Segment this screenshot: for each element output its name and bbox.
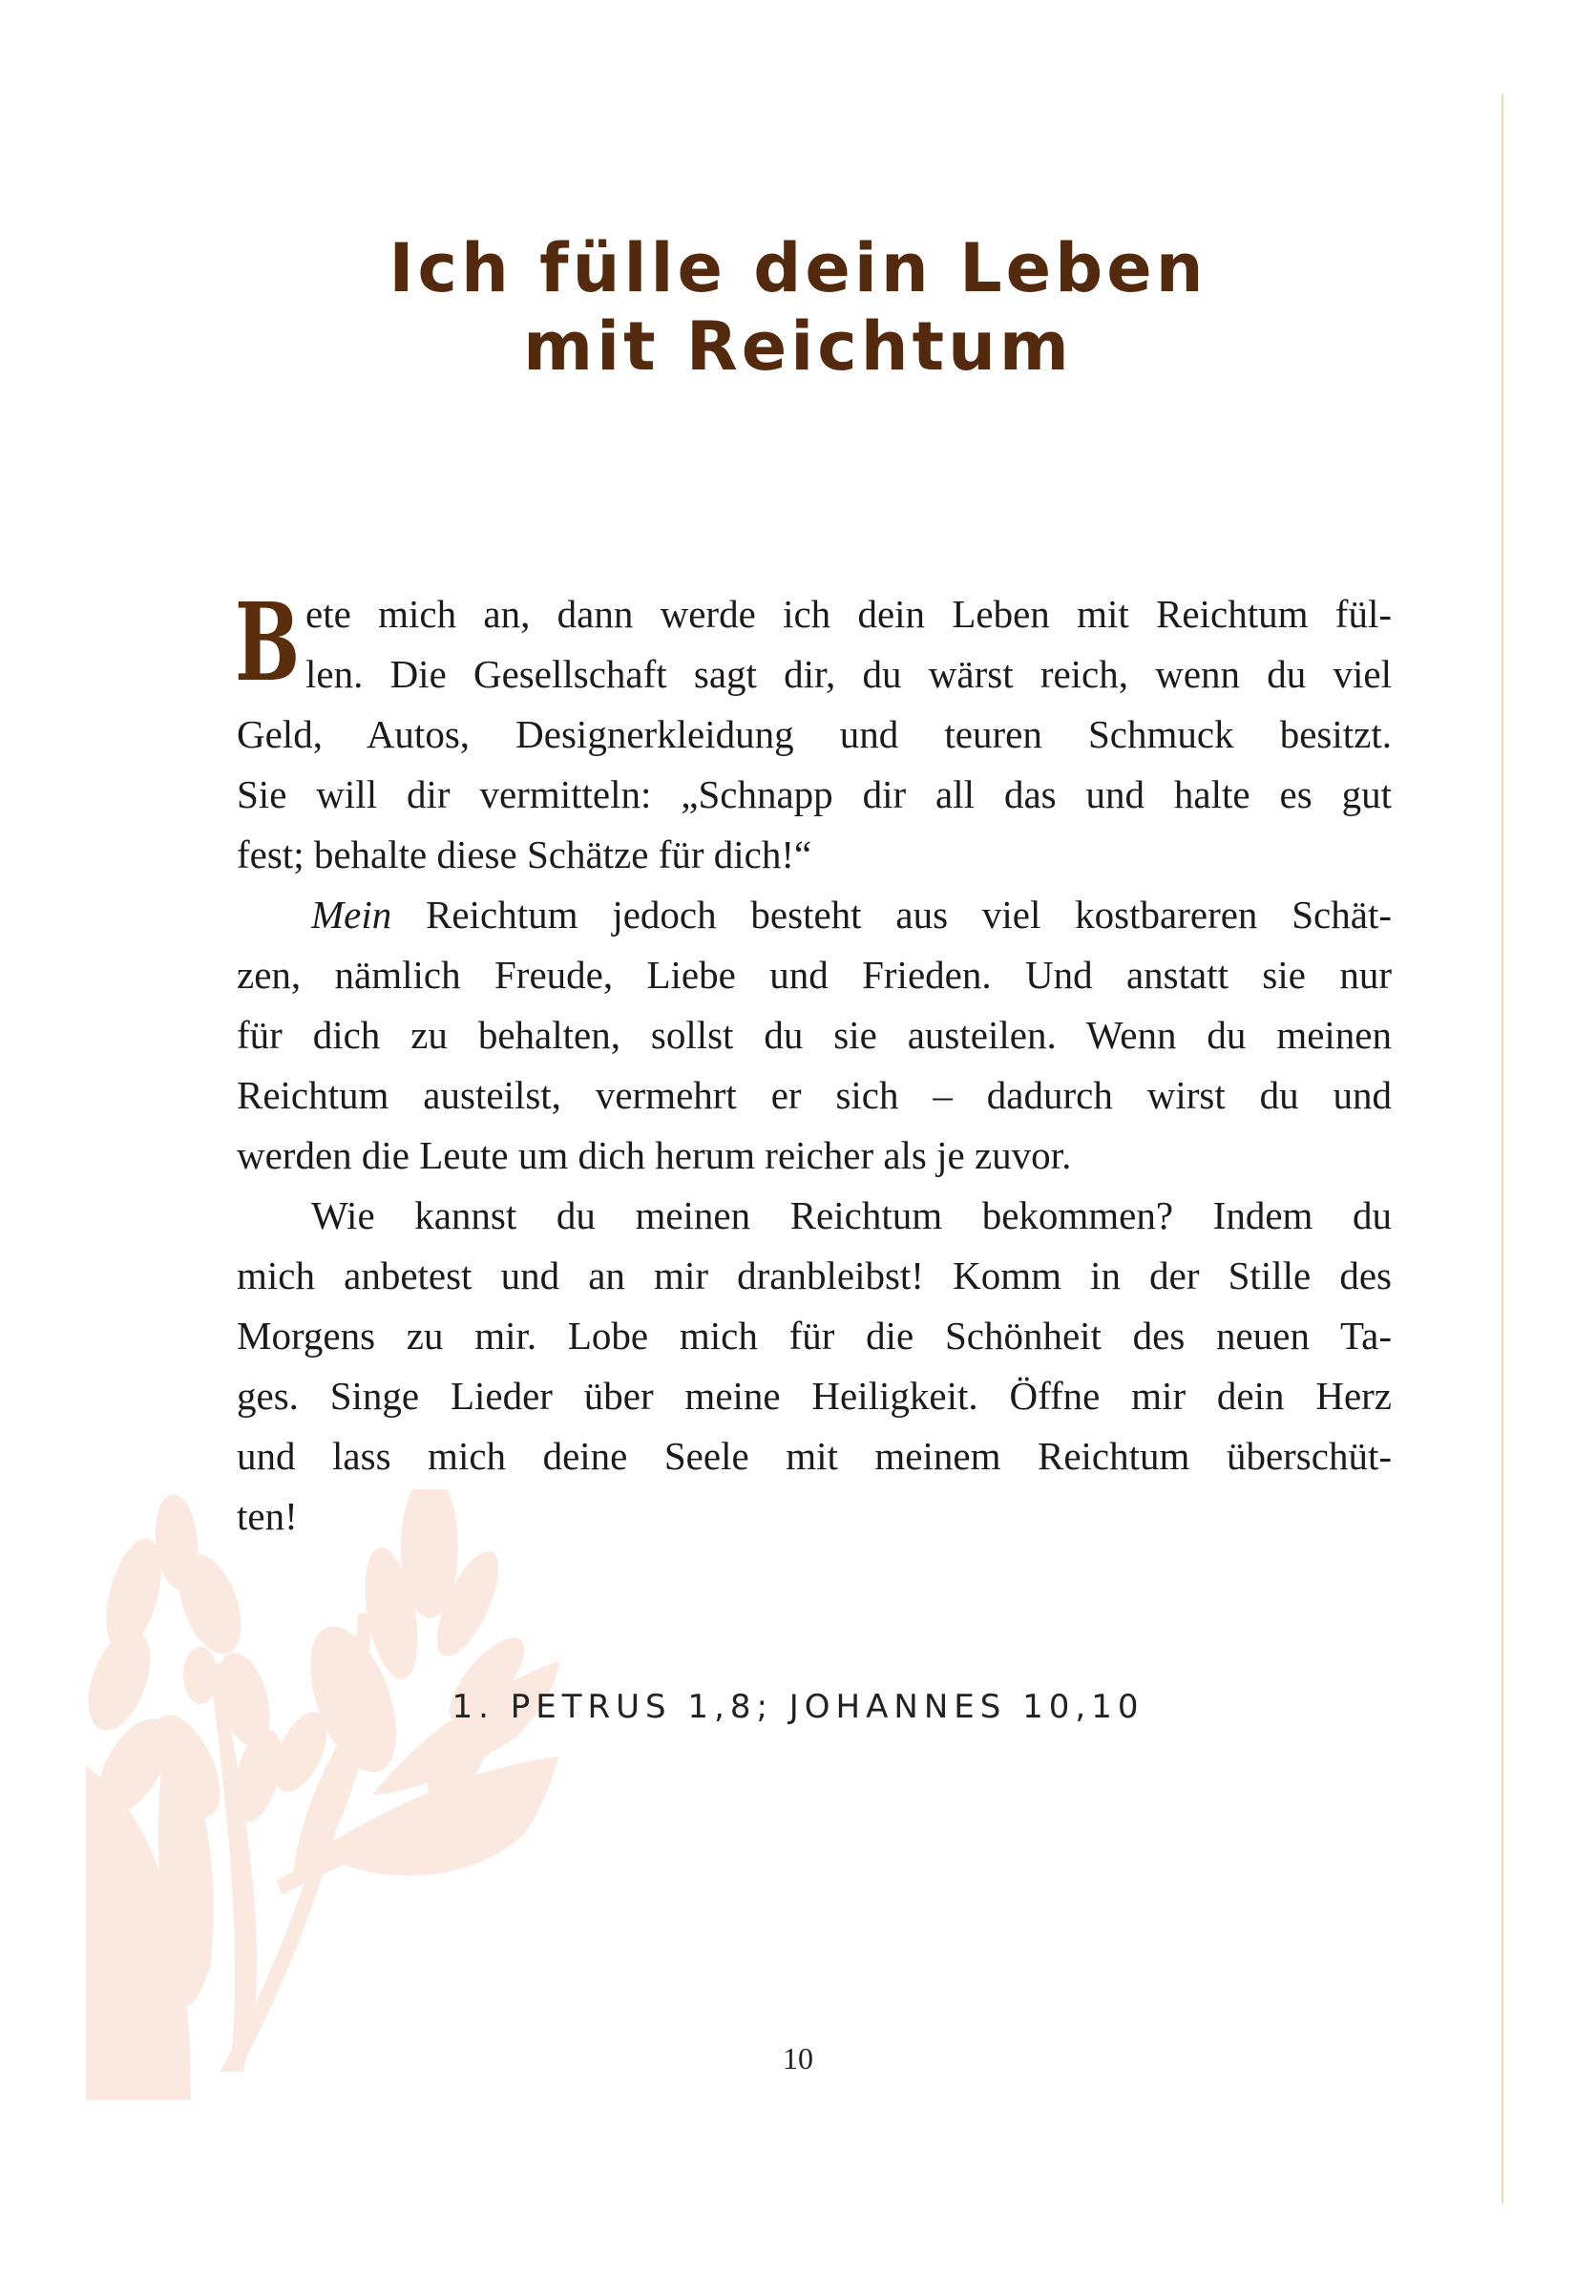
title-line-2: mit Reichtum [523,307,1073,386]
page-edge-line [1502,94,1503,2203]
body-line-with-italic [237,885,1392,945]
page-number: 10 [783,2041,813,2075]
body-line: len. Die Gesellschaft sagt dir, du wärst reich, wenn du viel [305,652,1392,696]
body-line: zen, nämlich Freude, Liebe und Frieden. Und anstatt sie nur [237,953,1392,997]
drop-cap: B [235,580,301,706]
body-line-rest: Reichtum jedoch besteht aus viel kostbareren Schät- [426,893,1392,937]
body-line: ten! [237,1494,298,1538]
body-line: für dich zu behalten, sollst du sie austeilen. Wenn du meinen [237,1013,1392,1057]
body-line: Morgens zu mir. Lobe mich für die Schönheit des neuen Ta- [237,1314,1392,1358]
body-line: ges. Singe Lieder über meine Heiligkeit. Öffne mir dein Herz [237,1374,1392,1418]
body-line: Geld, Autos, Designerkleidung und teuren Schmuck besitzt. [237,712,1392,756]
body-line: Wie kannst du meinen Reichtum bekommen? Indem du [311,1193,1392,1237]
leaf-branch-icon [76,1489,821,2253]
italic-emphasis: Mein [311,893,392,937]
body-line: Reichtum austeilst, vermehrt er sich – dadurch wirst du und [237,1073,1392,1117]
body-text [235,580,1392,1547]
title-line-1: Ich fülle dein Leben [388,229,1208,307]
body-line: fest; behalte diese Schätze für dich!“ [237,832,812,876]
scripture-reference: 1. PETRUS 1,8; JOHANNES 10,10 [452,1688,1144,1726]
body-line: Sie will dir vermitteln: „Schnapp dir all das und halte es gut [237,772,1392,816]
body-line: ete mich an, dann werde ich dein Leben mit Reichtum fül- [305,592,1392,636]
page-title [0,229,1596,386]
body-line: werden die Leute um dich herum reicher als je zuvor. [237,1133,1072,1177]
body-line: mich anbetest und an mir dranbleibst! Komm in der Stille des [237,1253,1392,1297]
body-line: und lass mich deine Seele mit meinem Reichtum überschüt- [237,1434,1392,1478]
